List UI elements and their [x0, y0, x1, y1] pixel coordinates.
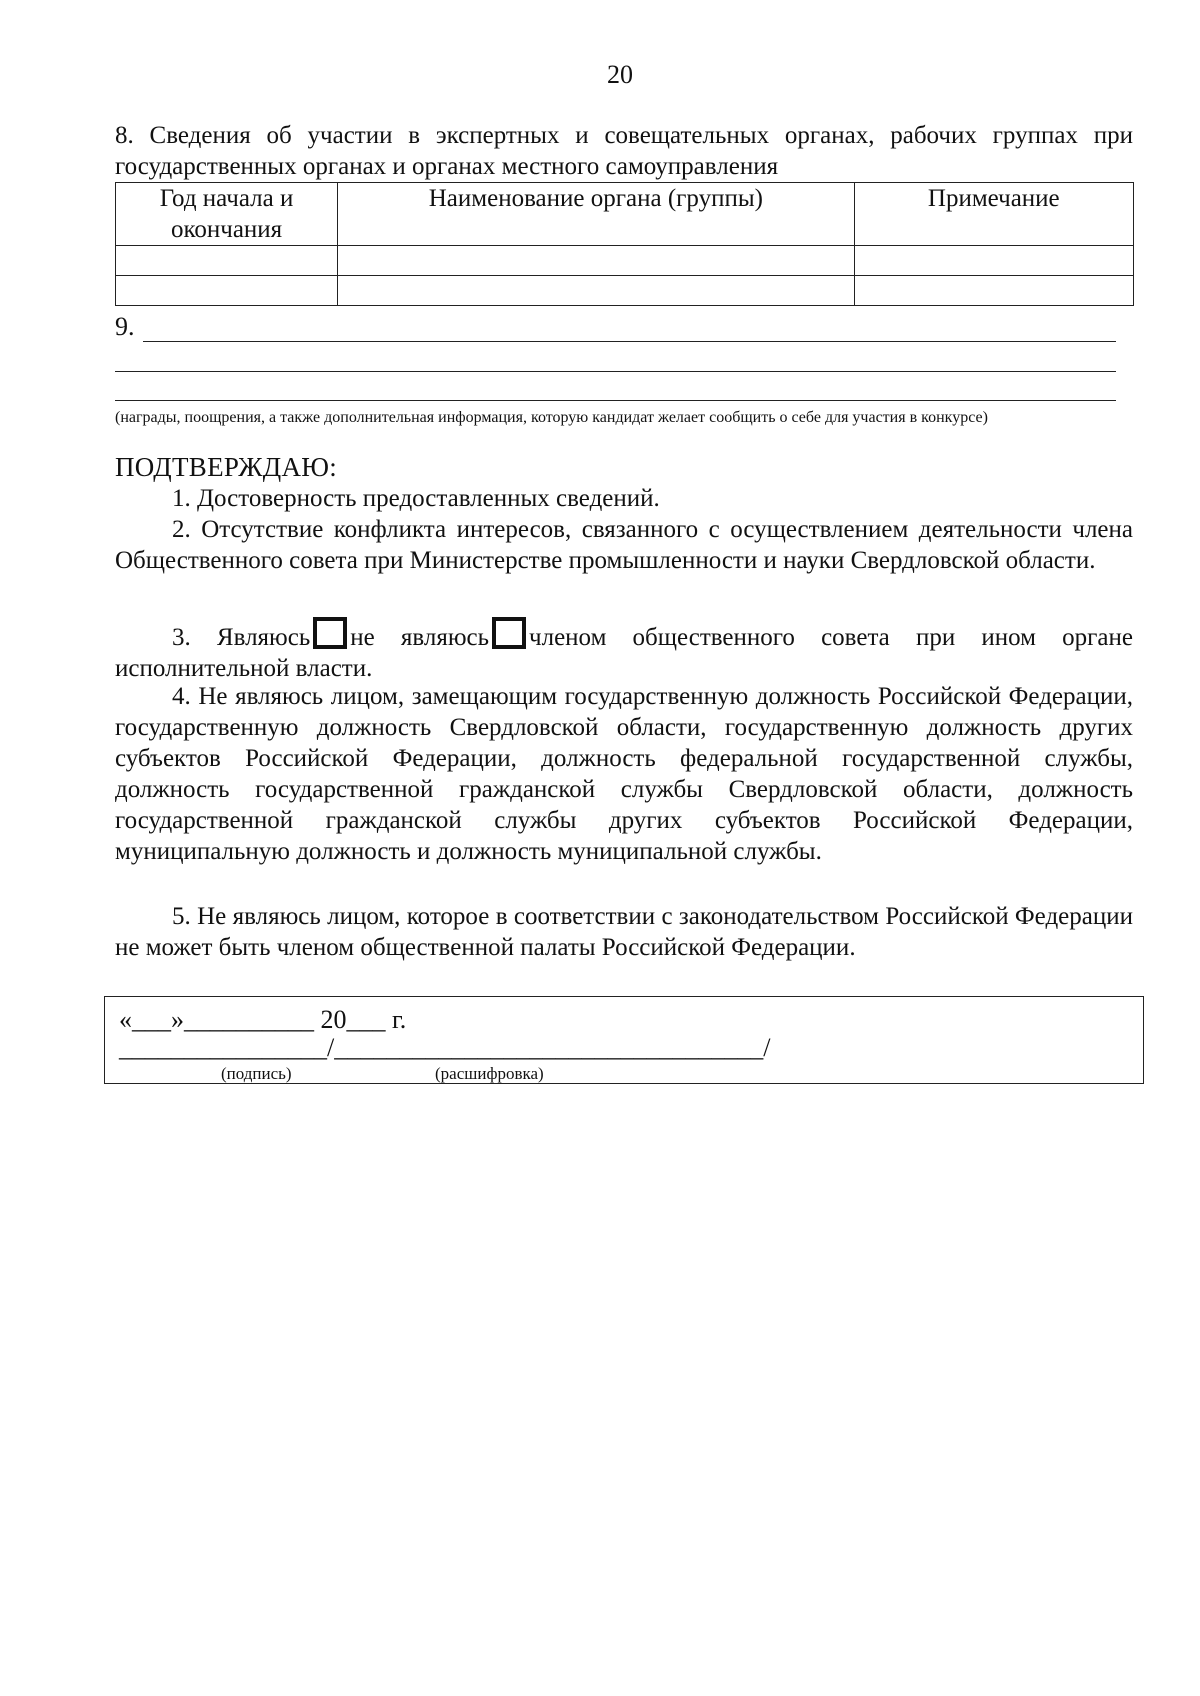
table-cell[interactable]: [116, 276, 338, 306]
confirm-item-1: [115, 483, 1133, 514]
section9-answer-line-3[interactable]: [115, 400, 1116, 401]
header-body-name: Наименование органа (группы): [338, 183, 854, 246]
header-note: Примечание: [854, 183, 1133, 246]
confirm-item-2-text: 2. Отсутствие конфликта интересов, связанного с осуществлением деятельности члена Общественного совета при Министерстве промышленности и науки Свердловской области.: [115, 516, 1133, 574]
table-row: [116, 246, 1134, 276]
confirm-item-3-text-2: не являюсь: [350, 624, 490, 651]
section9-caption: (награды, поощрения, а также дополнительная информация, которую кандидат желает сообщить о себе для участия в конкурсе): [115, 409, 988, 426]
confirm-heading: ПОДТВЕРЖДАЮ:: [115, 452, 338, 482]
confirm-item-5: [115, 901, 1133, 963]
section8-title: 8. Сведения об участии в экспертных и совещательных органах, рабочих группах при государственных органах и органах местного самоуправления: [115, 122, 1133, 180]
signature-label: (подпись): [221, 1064, 292, 1083]
signature-field[interactable]: ________________/_________________________________/: [119, 1033, 771, 1062]
table-cell[interactable]: [116, 246, 338, 276]
section9-answer-line-2[interactable]: [115, 371, 1116, 372]
confirm-item-2: [115, 514, 1133, 576]
date-field[interactable]: «___»__________ 20___ г.: [119, 1005, 407, 1034]
expert-bodies-table: [115, 182, 1134, 306]
confirm-item-3-text-1: 3. Являюсь: [172, 624, 311, 651]
confirm-item-5-text: 5. Не являюсь лицом, которое в соответствии с законодательством Российской Федерации не может быть членом общественной палаты Российской Федерации.: [115, 903, 1133, 961]
signature-box: [104, 996, 1144, 1084]
decoding-label: (расшифровка): [435, 1064, 544, 1083]
table-header-row: [116, 183, 1134, 246]
not-member-checkbox[interactable]: [492, 617, 526, 649]
section9-answer-line-1[interactable]: [143, 341, 1116, 342]
is-member-checkbox[interactable]: [313, 617, 347, 649]
table-cell[interactable]: [338, 276, 854, 306]
confirm-item-4-text: 4. Не являюсь лицом, замещающим государственную должность Российской Федерации, государственную должность Свердловской области, государственную должность других субъектов Российской Федерации, должность федеральной государственной службы, должность государственной гражданской службы Свердловской области, должность государственной гражданской службы других субъектов Российской Федерации, муниципальную должность и должность муниципальной службы.: [115, 683, 1133, 865]
confirm-item-3: [115, 617, 1133, 684]
confirm-item-4: [115, 681, 1133, 867]
section9-number: 9.: [115, 312, 135, 341]
confirm-item-3-text-3: членом общественного совета при ином органе исполнительной власти.: [115, 624, 1133, 682]
page-number: 20: [607, 60, 633, 89]
table-row: [116, 276, 1134, 306]
table-cell[interactable]: [854, 276, 1133, 306]
confirm-item-1-text: 1. Достоверность предоставленных сведений.: [172, 485, 660, 512]
header-years: Год начала и окончания: [116, 183, 338, 246]
table-cell[interactable]: [854, 246, 1133, 276]
table-cell[interactable]: [338, 246, 854, 276]
